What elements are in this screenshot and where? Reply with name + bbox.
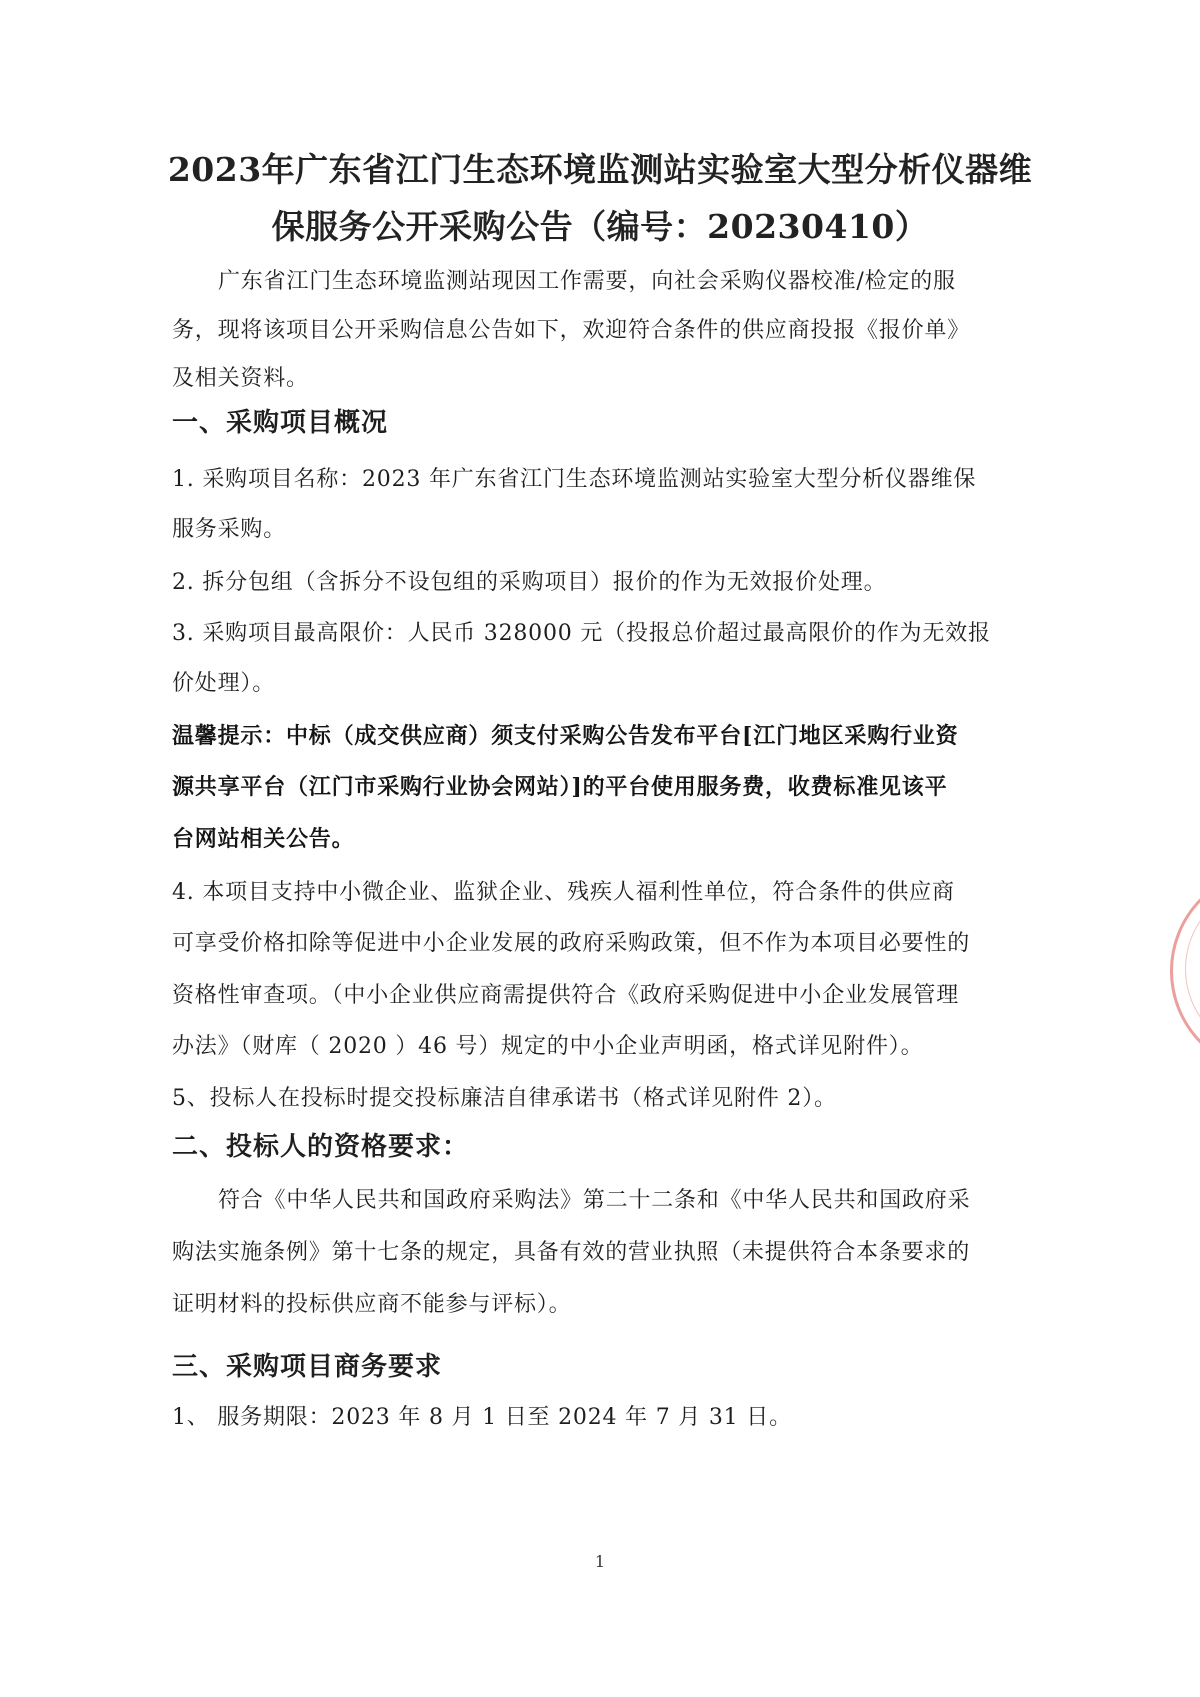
section-1-item-4-line-2: 可享受价格扣除等促进中小企业发展的政府采购政策，但不作为本项目必要性的 [172,931,971,956]
section-1-item-4-line-4: 办法》（财库（ 2020 ）46 号）规定的中小企业声明函，格式详见附件）。 [172,1034,924,1059]
section-2-body-line-2: 购法实施条例》第十七条的规定，具备有效的营业执照（未提供符合本条要求的 [172,1240,971,1265]
section-1-item-1-line-2: 服务采购。 [172,517,287,542]
document-title-line-2: 保服务公开采购公告（编号：20230410） [271,207,929,246]
section-2-body-line-3: 证明材料的投标供应商不能参与评标）。 [172,1292,572,1317]
section-3-heading: 三、采购项目商务要求 [172,1352,443,1382]
section-1-item-3-line-2: 价处理）。 [172,671,276,696]
notice-line-2: 源共享平台（江门市采购行业协会网站）]的平台使用服务费，收费标准见该平 [172,774,948,800]
intro-line-2: 务，现将该项目公开采购信息公告如下，欢迎符合条件的供应商投报《报价单》 [172,318,971,343]
section-1-item-4-line-1: 4. 本项目支持中小微企业、监狱企业、残疾人福利性单位，符合条件的供应商 [172,880,955,905]
section-1-item-1-line-1: 1. 采购项目名称：2023 年广东省江门生态环境监测站实验室大型分析仪器维保 [172,467,977,492]
notice-line-3: 台网站相关公告。 [172,826,355,852]
section-2-heading: 二、投标人的资格要求： [172,1132,470,1162]
intro-line-3: 及相关资料。 [172,366,309,391]
document-title-line-1: 2023年广东省江门生态环境监测站实验室大型分析仪器维 [167,150,1033,189]
section-1-item-3-line-1: 3. 采购项目最高限价：人民币 328000 元（投报总价超过最高限价的作为无效报 [172,621,991,646]
notice-line-1: 温馨提示：中标（成交供应商）须支付采购公告发布平台[江门地区采购行业资 [172,723,959,749]
section-2-body-line-1: 符合《中华人民共和国政府采购法》第二十二条和《中华人民共和国政府采 [218,1188,971,1213]
section-1-heading: 一、采购项目概况 [172,408,389,438]
intro-line-1: 广东省江门生态环境监测站现因工作需要，向社会采购仪器校准/检定的服 [218,269,956,294]
page-number: 1 [594,1552,606,1571]
section-1-item-4-line-3: 资格性审查项。（中小企业供应商需提供符合《政府采购促进中小企业发展管理 [172,983,960,1008]
section-1-item-5: 5、投标人在投标时提交投标廉洁自律承诺书（格式详见附件 2）。 [172,1086,837,1111]
section-1-item-2: 2. 拆分包组（含拆分不设包组的采购项目）报价的作为无效报价处理。 [172,570,887,595]
section-3-item-1: 1、 服务期限：2023 年 8 月 1 日至 2024 年 7 月 31 日。 [172,1405,792,1430]
